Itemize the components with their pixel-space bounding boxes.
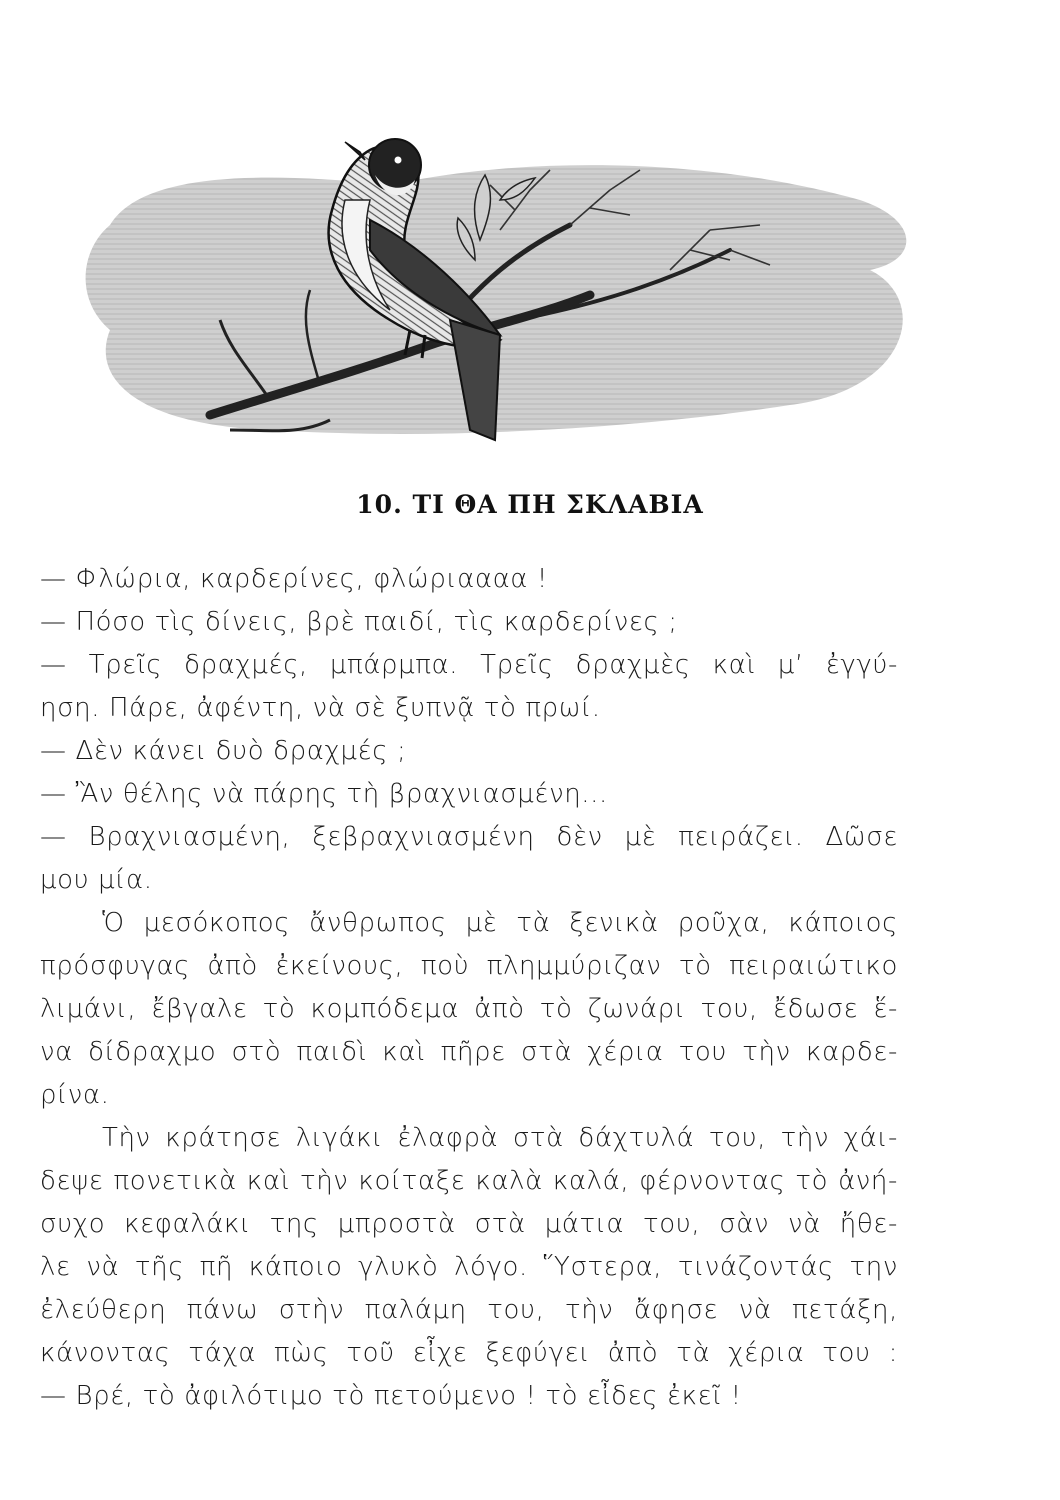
text-line: ἐλεύθερη πάνω στὴν παλάμη του, τὴν ἄφησε νὰ πετάξη, xyxy=(40,1295,898,1325)
text-line: — Τρεῖς δραχμές, μπάρμπα. Τρεῖς δραχμὲς καὶ μ’ ἐγγύ- xyxy=(40,650,898,680)
text-line: λε νὰ τῆς πῆ κάποιο γλυκὸ λόγο. Ὕστερα, τινάζοντάς την xyxy=(40,1252,898,1282)
text-line: κάνοντας τάχα πὼς τοῦ εἶχε ξεφύγει ἀπὸ τὰ χέρια του : xyxy=(40,1338,898,1368)
text-line: — Δὲν κάνει δυὸ δραχμές ; xyxy=(40,736,407,766)
chapter-title: 10. ΤΙ ΘΑ ΠΗ ΣΚΛΑΒΙΑ xyxy=(356,490,704,519)
text-line: — Πόσο τὶς δίνεις, βρὲ παιδί, τὶς καρδερίνες ; xyxy=(40,607,678,637)
text-line: — Βραχνιασμένη, ξεβραχνιασμένη δὲν μὲ πειράζει. Δῶσε xyxy=(40,822,898,852)
text-line: πρόσφυγας ἀπὸ ἐκείνους, ποὺ πλημμύριζαν τὸ πειραιώτικο xyxy=(40,951,898,981)
text-line: να δίδραχμο στὸ παιδὶ καὶ πῆρε στὰ χέρια του τὴν καρδε- xyxy=(40,1037,898,1067)
text-line: — Βρέ, τὸ ἀφιλότιμο τὸ πετούμενο ! τὸ εἶδες ἐκεῖ ! xyxy=(40,1381,742,1411)
goldfinch-illustration xyxy=(70,130,970,475)
text-line: δεψε πονετικὰ καὶ τὴν κοίταξε καλὰ καλά, φέρνοντας τὸ ἀνή- xyxy=(40,1166,898,1196)
text-line: συχο κεφαλάκι της μπροστὰ στὰ μάτια του, σὰν νὰ ἤθε- xyxy=(40,1209,898,1239)
text-line: Ὁ μεσόκοπος ἄνθρωπος μὲ τὰ ξενικὰ ροῦχα, κάποιος xyxy=(102,908,898,938)
text-line: — Φλώρια, καρδερίνες, φλώριαααα ! xyxy=(40,564,548,594)
story-text xyxy=(40,558,898,1418)
text-line: Τὴν κράτησε λιγάκι ἐλαφρὰ στὰ δάχτυλά του, τὴν χάι- xyxy=(102,1123,898,1153)
text-line: ηση. Πάρε, ἀφέντη, νὰ σὲ ξυπνᾷ τὸ πρωί. xyxy=(40,693,601,723)
bird-on-branch-icon xyxy=(70,130,970,475)
text-line: λιμάνι, ἔβγαλε τὸ κομπόδεμα ἀπὸ τὸ ζωνάρι του, ἔδωσε ἕ- xyxy=(40,994,898,1024)
text-line: μου μία. xyxy=(40,865,153,895)
text-line: ρίνα. xyxy=(40,1080,110,1110)
text-line: — Ἂν θέλης νὰ πάρης τὴ βραχνιασμένη... xyxy=(40,779,608,809)
